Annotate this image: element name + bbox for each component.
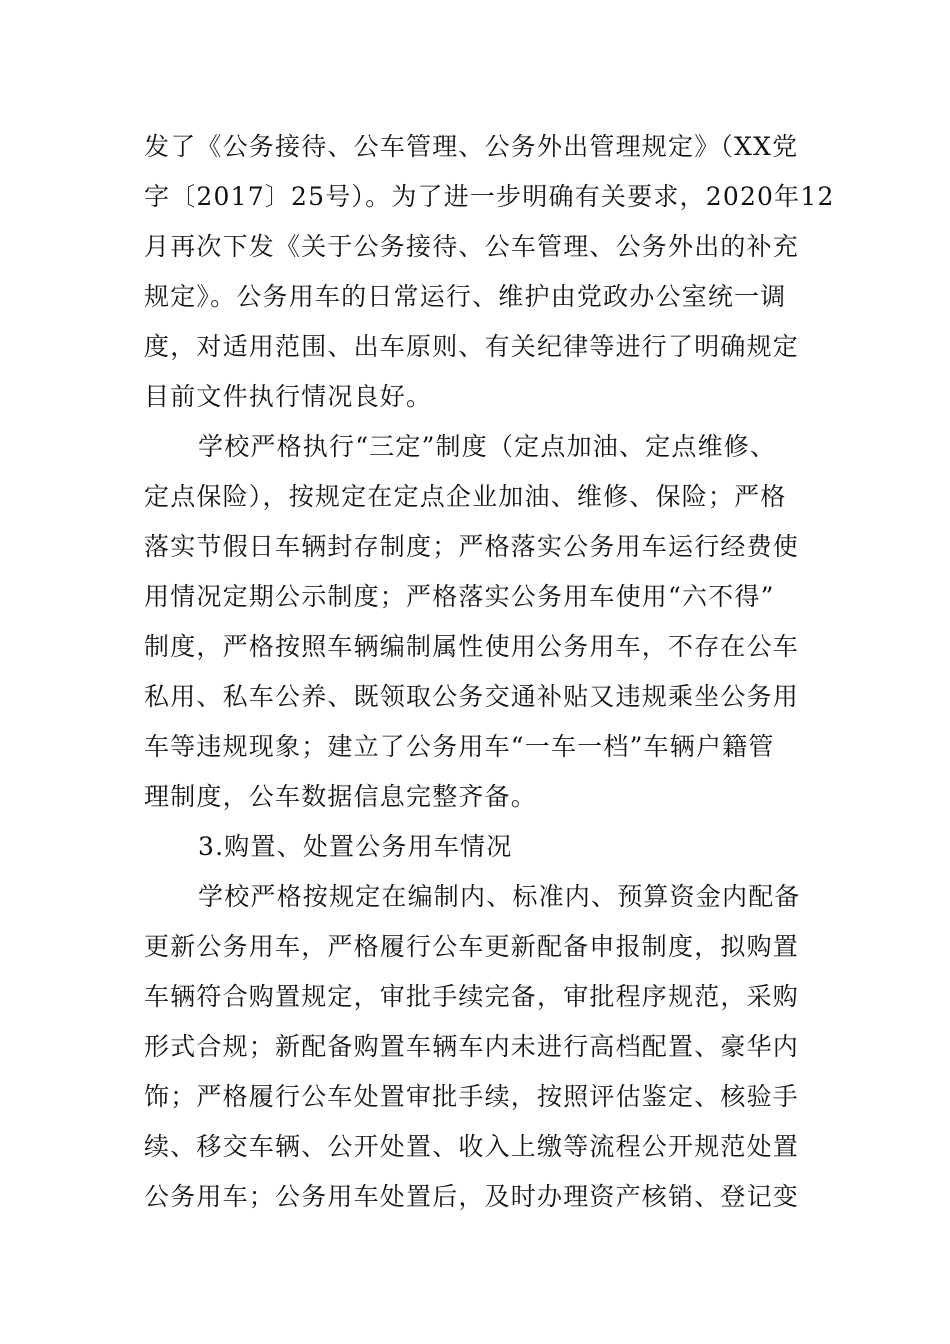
text-line: 更新公务用车，严格履行公车更新配备申报制度，拟购置 [144, 932, 800, 961]
text-line: 理制度，公车数据信息完整齐备。 [144, 782, 538, 811]
paragraph-first-line: 学校严格执行“三定”制度（定点加油、定点维修、 [198, 432, 777, 461]
text-line: 制度，严格按照车辆编制属性使用公务用车，不存在公车 [144, 632, 800, 661]
text-line: 用情况定期公示制度；严格落实公务用车使用“六不得” [144, 582, 775, 611]
section-heading: 3.购置、处置公务用车情况 [198, 832, 513, 861]
text-line: 度，对适用范围、出车原则、有关纪律等进行了明确规定 [144, 332, 800, 361]
text-line: 规定》。公务用车的日常运行、维护由党政办公室统一调 [144, 282, 787, 311]
text-line: 月再次下发《关于公务接待、公车管理、公务外出的补充 [144, 232, 800, 261]
text-line: 发了《公务接待、公车管理、公务外出管理规定》（XX党 [144, 132, 799, 161]
text-line: 公务用车；公务用车处置后，及时办理资产核销、登记变 [144, 1182, 800, 1211]
paragraph-first-line: 学校严格按规定在编制内、标准内、预算资金内配备 [198, 882, 801, 911]
text-line: 形式合规；新配备购置车辆车内未进行高档配置、豪华内 [144, 1032, 800, 1061]
text-line: 私用、私车公养、既领取公务交通补贴又违规乘坐公务用 [144, 682, 800, 711]
text-line: 饰；严格履行公车处置审批手续，按照评估鉴定、核验手 [144, 1082, 800, 1111]
text-line: 目前文件执行情况良好。 [144, 382, 433, 411]
text-line: 字〔2017〕25号）。为了进一步明确有关要求，2020年12 [144, 182, 835, 211]
text-line: 车辆符合购置规定，审批手续完备，审批程序规范，采购 [144, 982, 800, 1011]
text-line: 续、移交车辆、公开处置、收入上缴等流程公开规范处置 [144, 1132, 800, 1161]
text-line: 定点保险），按规定在定点企业加油、维修、保险；严格 [144, 482, 787, 511]
text-line: 车等违规现象；建立了公务用车“一车一档”车辆户籍管 [144, 732, 775, 761]
text-line: 落实节假日车辆封存制度；严格落实公务用车运行经费使 [144, 532, 800, 561]
